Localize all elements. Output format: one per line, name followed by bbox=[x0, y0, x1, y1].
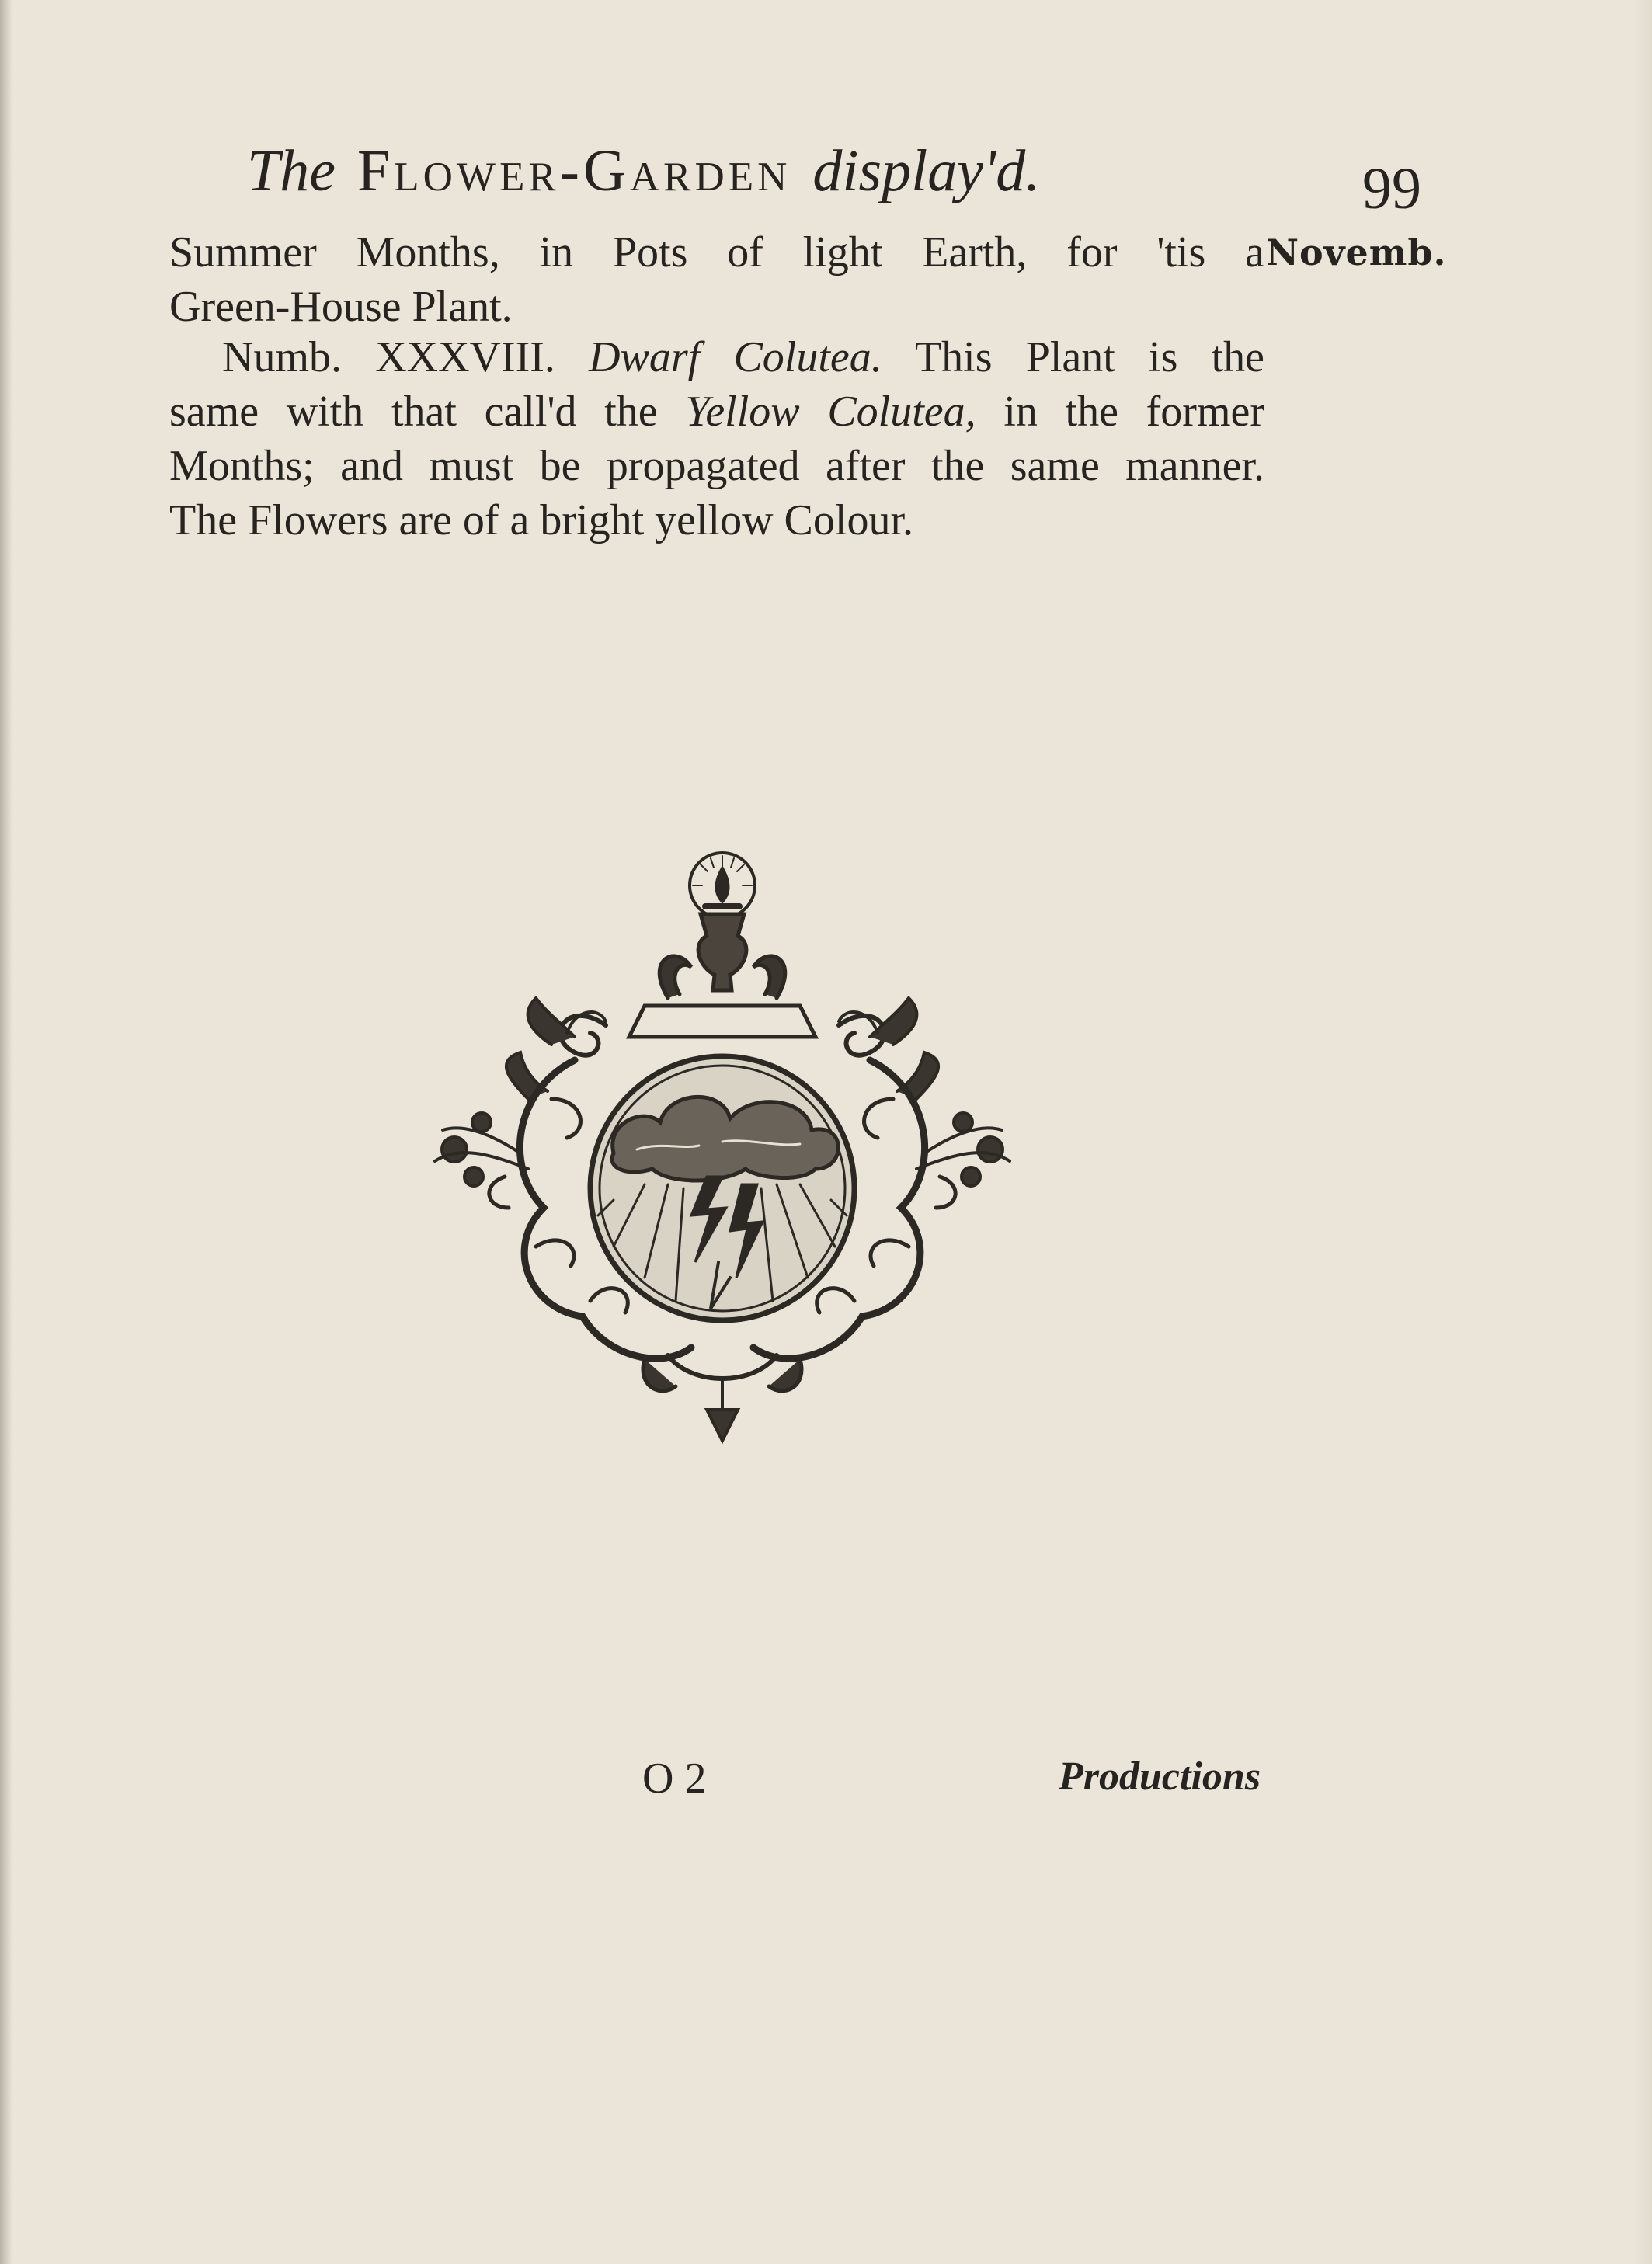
entry-number: Numb. XXXVIII. bbox=[222, 333, 555, 381]
plant-name-reference: Yellow Colutea, bbox=[685, 388, 976, 436]
margin-note-month: Novemb. bbox=[1266, 231, 1447, 273]
page-edge bbox=[1633, 0, 1652, 2264]
page-gutter-shadow bbox=[0, 0, 12, 2264]
paragraph2-line2 bbox=[169, 384, 1264, 439]
paragraph2 bbox=[169, 330, 1264, 548]
woodcut-ornament-icon bbox=[412, 843, 1033, 1445]
running-head bbox=[247, 136, 1264, 206]
running-head-title: Flower-Garden bbox=[357, 138, 791, 203]
paragraph2-line4: The Flowers are of a bright yellow Colour. bbox=[169, 496, 914, 544]
catchword: Productions bbox=[1059, 1755, 1261, 1799]
signature-mark: O 2 bbox=[642, 1755, 707, 1803]
page-number: 99 bbox=[1362, 156, 1421, 221]
running-head-pre: The bbox=[247, 138, 336, 203]
paragraph2-line1-text: This Plant is the bbox=[914, 333, 1264, 381]
paragraph2-line1 bbox=[169, 330, 1264, 384]
running-head-post: display'd. bbox=[812, 138, 1041, 203]
paragraph1-line2: Green-House Plant. bbox=[169, 283, 513, 331]
paragraph2-line2-text-b: in the former bbox=[1003, 388, 1265, 436]
paragraph1-line1: Summer Months, in Pots of light Earth, for 'tis a bbox=[169, 228, 1264, 276]
plant-name: Dwarf Colutea. bbox=[589, 333, 882, 381]
paragraph2-line2-text-a: same with that call'd the bbox=[169, 388, 658, 436]
paragraph2-line3: Months; and must be propagated after the same manner. bbox=[169, 442, 1264, 490]
